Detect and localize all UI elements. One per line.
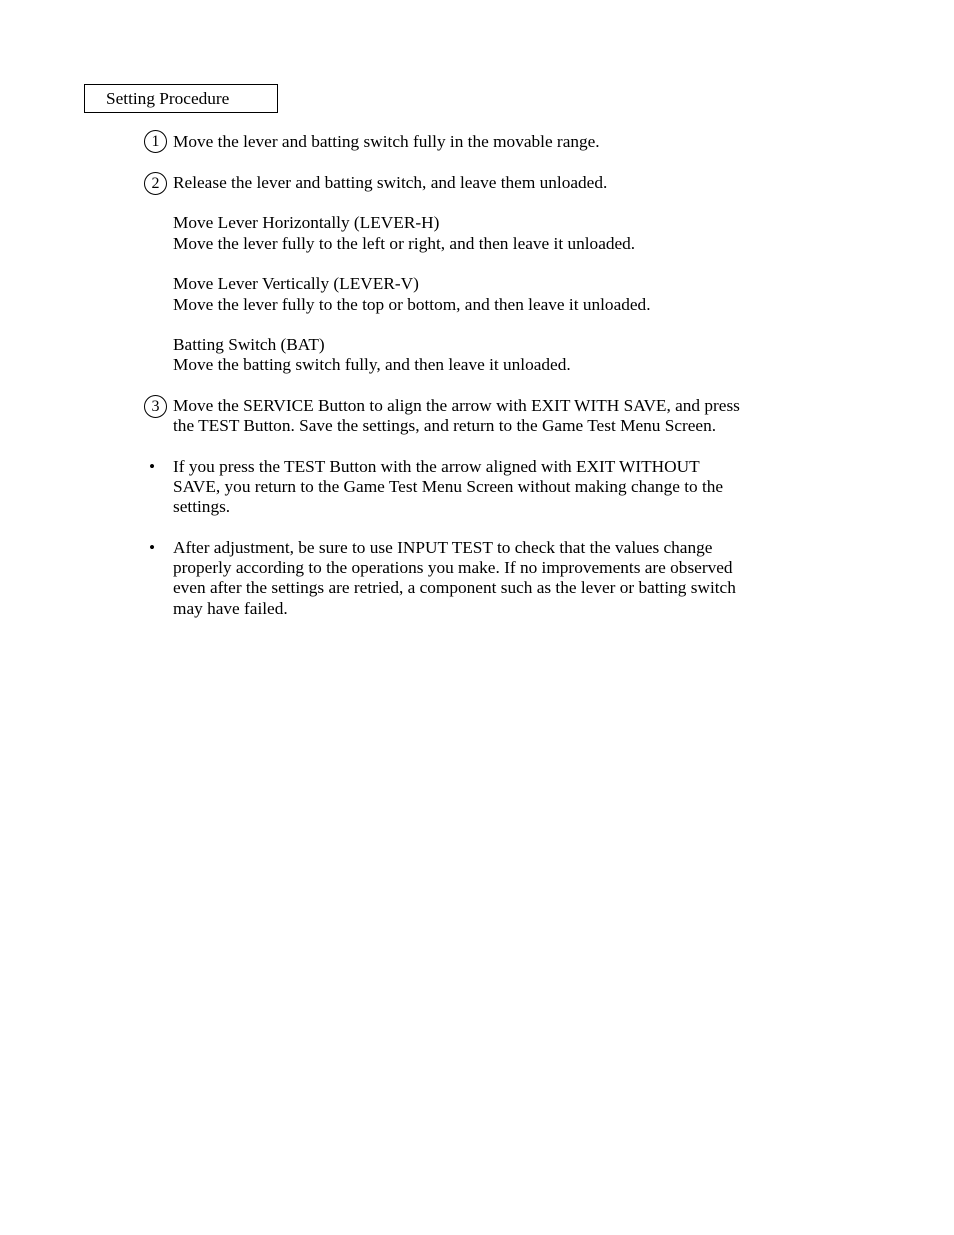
note-2-line-2: properly according to the operations you make. If no improvements are observed — [173, 558, 733, 577]
step-1-text: Move the lever and batting switch fully in the movable range. — [173, 132, 600, 151]
step-number: 2 — [144, 172, 167, 195]
subitem-lever-v-text: Move the lever fully to the top or bottom, and then leave it unloaded. — [173, 295, 651, 314]
note-1-bullet: • — [149, 457, 156, 476]
subitem-lever-h-text: Move the lever fully to the left or right, and then leave it unloaded. — [173, 234, 636, 253]
section-title: Setting Procedure — [106, 88, 230, 108]
note-2-line-1: After adjustment, be sure to use INPUT TEST to check that the values change — [173, 538, 713, 557]
step-2-text: Release the lever and batting switch, and leave them unloaded. — [173, 173, 608, 192]
subitem-bat-heading: Batting Switch (BAT) — [173, 335, 325, 354]
step-3-text-line-1: Move the SERVICE Button to align the arrow with EXIT WITH SAVE, and press — [173, 396, 740, 415]
subitem-lever-v-heading: Move Lever Vertically (LEVER-V) — [173, 274, 419, 293]
note-1-line-3: settings. — [173, 497, 231, 516]
subitem-bat-text: Move the batting switch fully, and then leave it unloaded. — [173, 355, 571, 374]
step-3-text-line-2: the TEST Button. Save the settings, and return to the Game Test Menu Screen. — [173, 416, 717, 435]
step-number: 1 — [144, 130, 167, 153]
step-number: 3 — [144, 395, 167, 418]
note-2-line-3: even after the settings are retried, a component such as the lever or batting switch — [173, 578, 736, 597]
section-title-box — [84, 84, 278, 113]
note-2-bullet: • — [149, 538, 156, 557]
note-1-line-2: SAVE, you return to the Game Test Menu Screen without making change to the — [173, 477, 724, 496]
note-1-line-1: If you press the TEST Button with the arrow aligned with EXIT WITHOUT — [173, 457, 700, 476]
note-2-line-4: may have failed. — [173, 599, 288, 618]
subitem-lever-h-heading: Move Lever Horizontally (LEVER-H) — [173, 213, 440, 232]
